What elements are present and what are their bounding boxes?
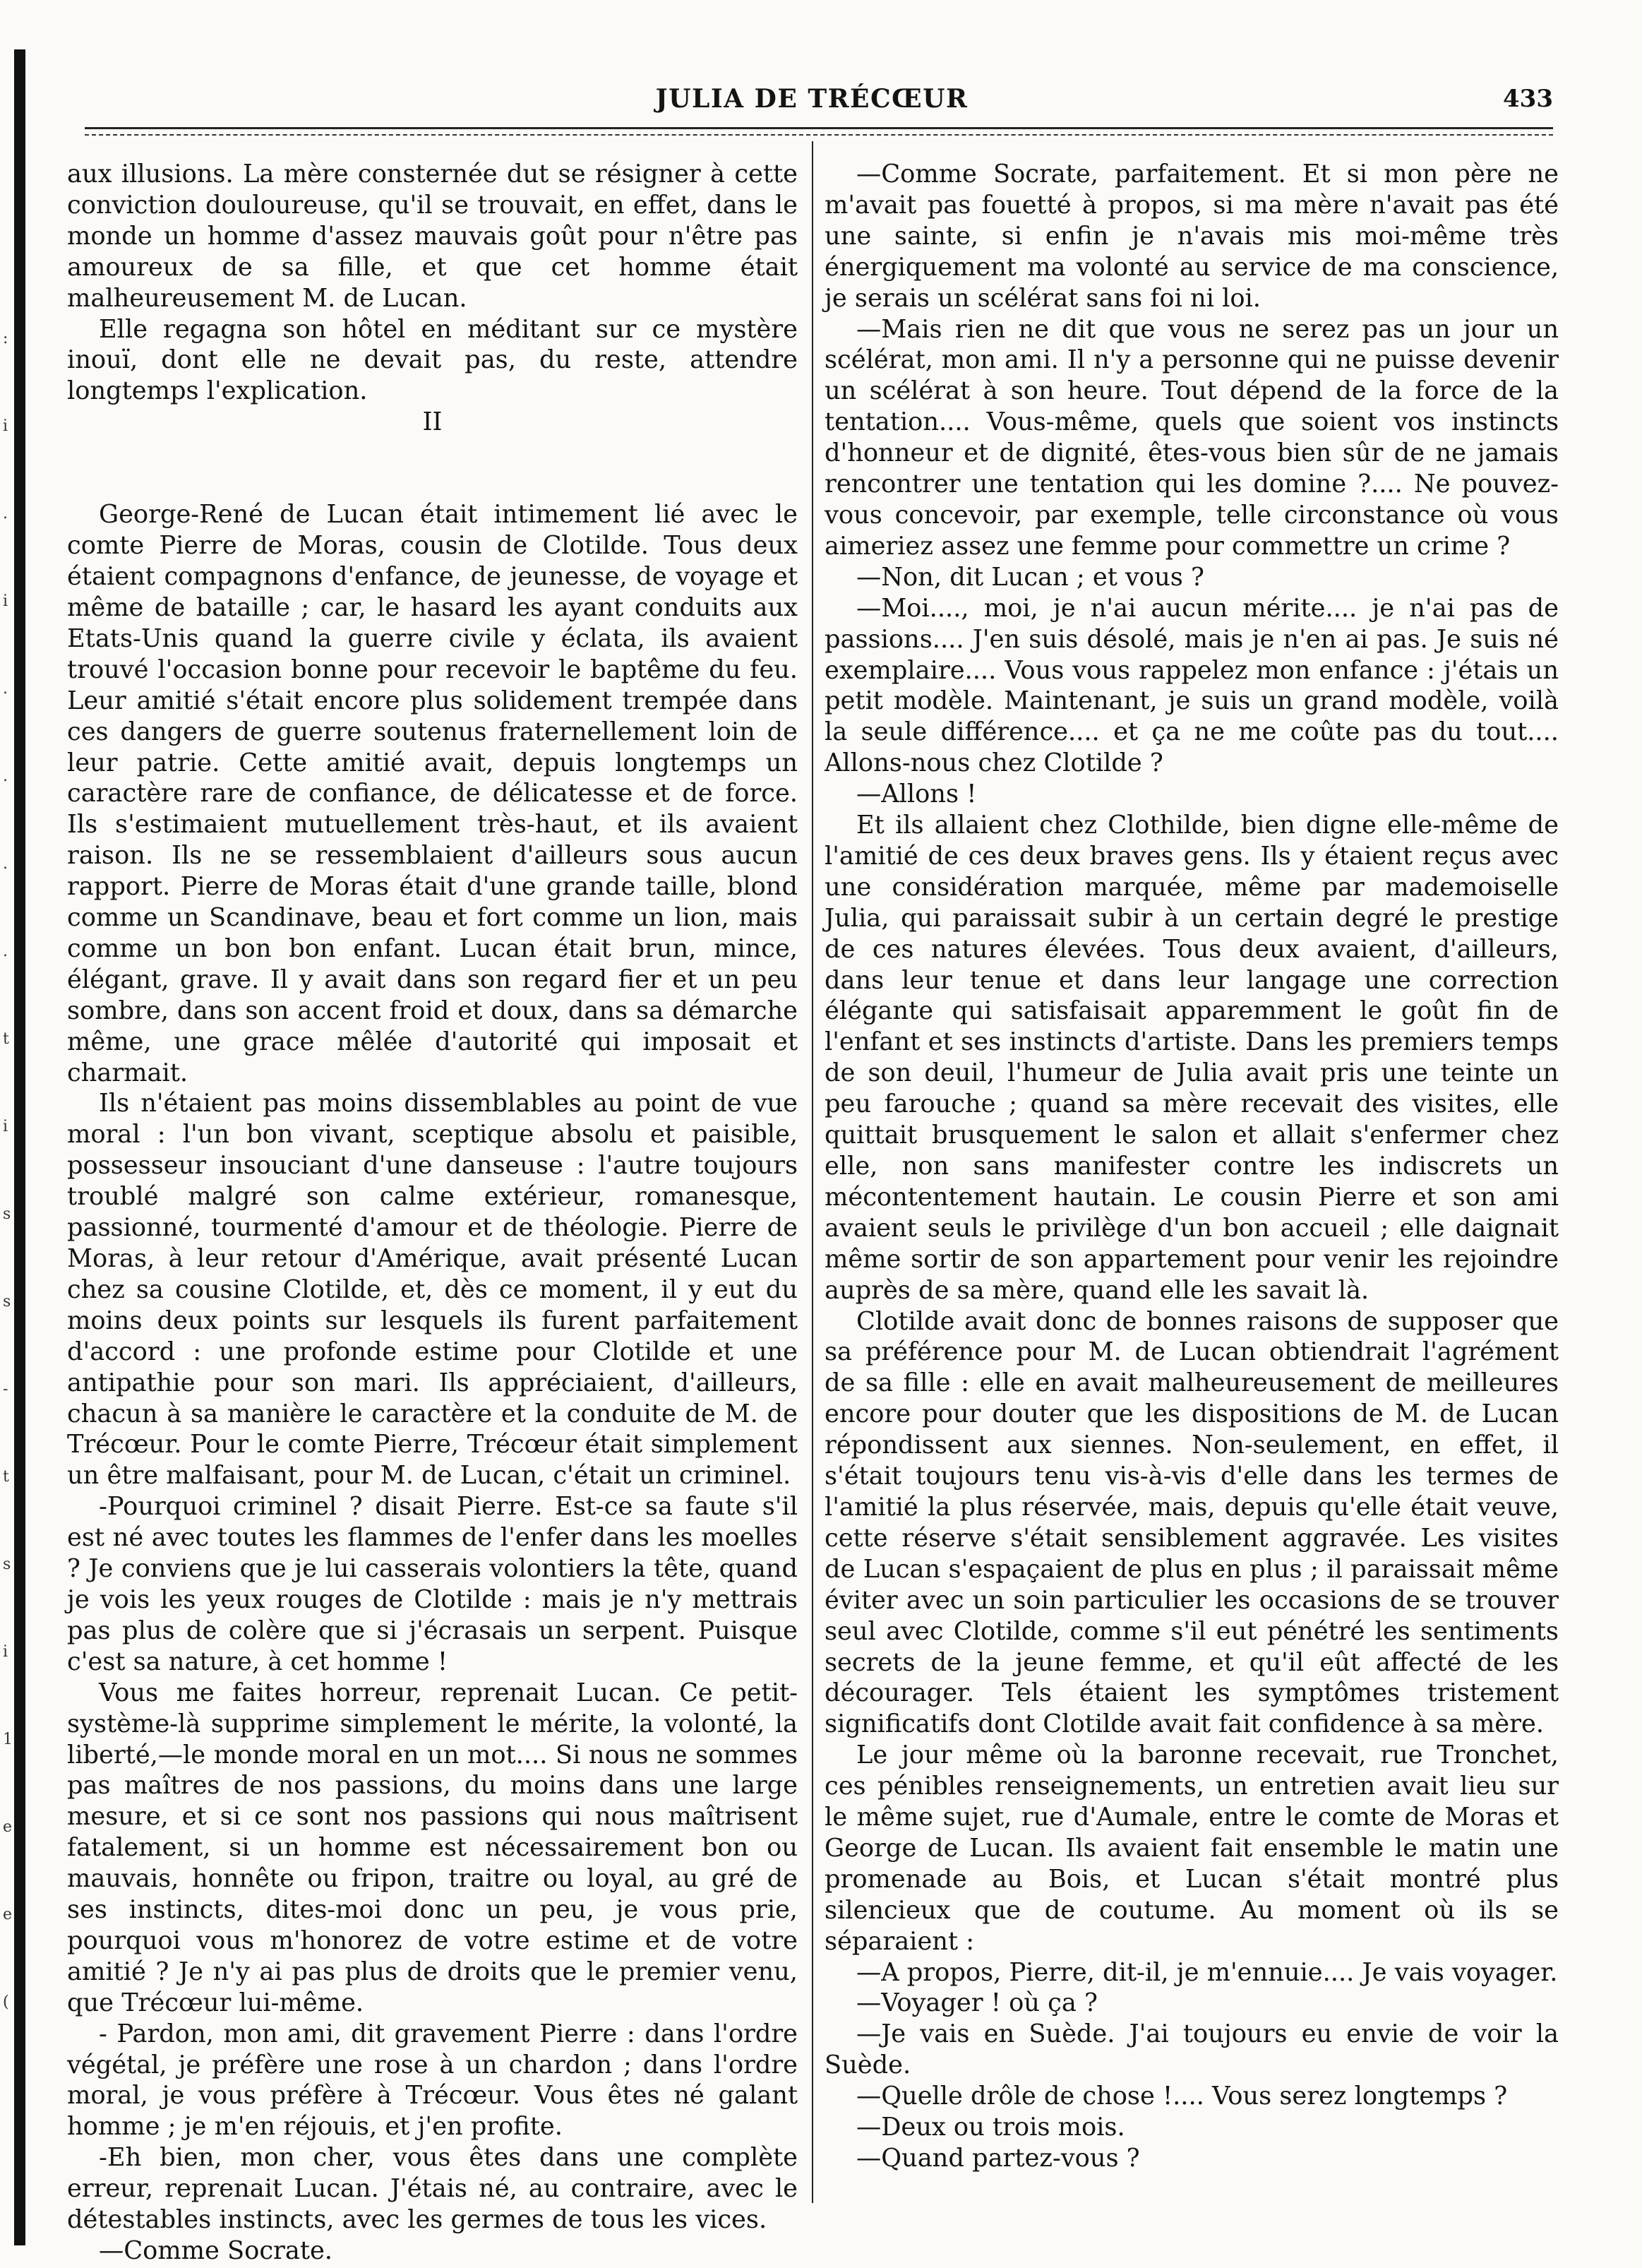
paragraph: —Je vais en Suède. J'ai toujours eu envie de voir la Suède. — [825, 2019, 1559, 2080]
margin-mark: . — [3, 505, 8, 523]
margin-mark: e — [3, 1906, 13, 1923]
margin-mark: . — [3, 680, 8, 698]
margin-mark: i — [3, 592, 8, 610]
paragraph: —Comme Socrate. — [99, 2236, 332, 2265]
paragraph: —Mais rien ne dit que vous ne serez pas un jour un scélérat, mon ami. Il n'y a personne qui ne puisse devenir un scélérat à son heure. Tout dépend de la force de la tentation.... Vous-même, quels que soient vos instincts d'honneur et de dignité, êtes-vous bien sûr de ne jamais rencontrer une tentation qui les domine ?.... Ne pouvez-vous concevoir, par exemple, telle circonstance où vous aimeriez assez une femme pour commettre un crime ? — [825, 314, 1559, 561]
margin-mark: : — [3, 330, 8, 347]
margin-mark: 1 — [3, 1731, 13, 1748]
paragraph: —Deux ou trois mois. — [856, 2113, 1125, 2142]
paragraph: —Comme Socrate, parfaitement. Et si mon père ne m'avait pas fouetté à propos, si ma mère n'avait pas été une sainte, si enfin je n'avais mis moi-même très énergiquement ma volonté au service de ma conscience, je serais un scélérat sans foi ni loi. — [825, 160, 1559, 313]
margin-mark: t — [3, 1468, 9, 1486]
paragraph: -Eh bien, mon cher, vous êtes dans une complète erreur, reprenait Lucan. J'étais né, au contraire, avec le détestables instincts, avec les germes de tous les vices. — [67, 2143, 798, 2235]
paragraph: —A propos, Pierre, dit-il, je m'ennuie.... Je vais voyager. — [856, 1957, 1558, 1987]
margin-mark: s — [3, 1293, 11, 1311]
header-rule-dashed — [85, 134, 1553, 136]
paragraph: aux illusions. La mère consternée dut se résigner à cette conviction douloureuse, qu'il se trouvait, en effet, dans le monde un homme d'assez mauvais goût pour n'être pas amoureux de sa fille, et que cet homme était malheureusement M. de Lucan. — [67, 160, 798, 313]
running-title: JULIA DE TRÉCŒUR — [655, 84, 969, 114]
margin-mark: s — [3, 1205, 11, 1223]
margin-mark: . — [3, 943, 8, 960]
margin-mark: - — [3, 1380, 8, 1398]
binding-edge — [14, 49, 25, 2245]
margin-mark: i — [3, 1118, 8, 1135]
section-heading: II — [422, 407, 443, 437]
margin-mark: e — [3, 1818, 13, 1836]
margin-marks — [3, 325, 13, 2076]
paragraph: —Moi...., moi, je n'ai aucun mérite.... je n'ai pas de passions.... J'en suis désolé, mais je n'en ai pas. Je suis né exemplaire.... Vous vous rappelez mon enfance : j'étais un petit modèle. Maintenant, je suis un grand modèle, voilà la seule différence.... et ça ne me coûte pas du tout.... Allons-nous chez Clotilde ? — [825, 593, 1559, 778]
paragraph: Vous me faites horreur, reprenait Lucan. Ce petit-système-là supprime simplement le mérite, la volonté, la liberté,—le monde moral en un mot.... Si nous ne sommes pas maîtres de nos passions, du moins dans une large mesure, et si ce sont nos passions qui nous maîtrisent fatalement, si un homme est nécessairement bon ou mauvais, honnête ou fripon, traitre ou loyal, au gré de ses instincts, dites-moi donc un peu, je vous prie, pourquoi vous m'honorez de votre estime et de votre amitié ? Je n'y ai pas plus de droits que le premier venu, que Trécœur lui-même. — [67, 1678, 798, 2017]
margin-mark: . — [3, 855, 8, 873]
paragraph: —Voyager ! où ça ? — [856, 1988, 1098, 2018]
paragraph: Le jour même où la baronne recevait, rue Tronchet, ces pénibles renseignements, un entretien avait lieu sur le même sujet, rue d'Aumale, entre le comte de Moras et George de Lucan. Ils avaient fait ensemble le matin une promenade au Bois, et Lucan s'était montré plus silencieux que de coutume. Au moment où ils se séparaient : — [825, 1741, 1559, 1956]
margin-mark: i — [3, 417, 8, 435]
page-number: 433 — [1503, 85, 1553, 113]
paragraph: -Pourquoi criminel ? disait Pierre. Est-ce sa faute s'il est né avec toutes les flammes de l'enfer dans les moelles ? Je conviens que je lui casserais volontiers la tête, quand je vois les yeux rouges de Clotilde : mais je n'y mettrais pas plus de colère que si j'écrasais un serpent. Puisque c'est sa nature, à cet homme ! — [67, 1492, 798, 1676]
paragraph: Ils n'étaient pas moins dissemblables au point de vue moral : l'un bon vivant, sceptique absolu et paisible, possesseur insouciant d'une danseuse : l'autre toujours troublé malgré son calme extérieur, romanesque, passionné, tourmenté d'amour et de théologie. Pierre de Moras, à leur retour d'Amérique, avait présenté Lucan chez sa cousine Clotilde, et, dès ce moment, il y eut du moins deux points sur lesquels ils furent parfaitement d'accord : une profonde estime pour Clotilde et une antipathie pour son mari. Ils appréciaient, d'ailleurs, chacun à sa manière le caractère et la conduite de M. de Trécœur. Pour le comte Pierre, Trécœur était simplement un être malfaisant, pour M. de Lucan, c'était un criminel. — [67, 1089, 798, 1491]
paragraph: Clotilde avait donc de bonnes raisons de supposer que sa préférence pour M. de Lucan obtiendrait l'agrément de sa fille : elle en avait malheureusement de meilleures encore pour douter que les dispositions de M. de Lucan répondissent aux siennes. Non-seulement, en effet, il s'était toujours tenu vis-à-vis d'elle dans les termes de l'amitié la plus réservée, mais, depuis qu'elle était veuve, cette réserve s'était sensiblement aggravée. Les visites de Lucan s'espaçaient de plus en plus ; il paraissait même éviter avec un soin particulier les occasions de se trouver seul avec Clotilde, comme s'il eut pénétré les sentiments secrets de la jeune femme, et qu'il eût affecté de les décourager. Tels étaient les symptômes tristement significatifs dont Clotilde avait fait confidence à sa mère. — [825, 1306, 1559, 1739]
paragraph: —Non, dit Lucan ; et vous ? — [856, 562, 1204, 592]
paragraph: George-René de Lucan était intimement lié avec le comte Pierre de Moras, cousin de Clotilde. Tous deux étaient compagnons d'enfance, de jeunesse, de voyage et même de bataille ; car, le hasard les ayant conduits aux Etats-Unis quand la guerre civile y éclata, ils avaient trouvé l'occasion bonne pour recevoir le baptême du feu. Leur amitié s'était encore plus solidement trempée dans ces dangers de guerre soutenus fraternellement loin de leur patrie. Cette amitié avait, depuis longtemps un caractère rare de confiance, de délicatesse et de force. Ils s'estimaient mutuellement très-haut, et ils avaient raison. Ils ne se ressemblaient d'ailleurs sous aucun rapport. Pierre de Moras était d'une grande taille, blond comme un Scandinave, beau et fort comme un lion, mais comme un bon bon enfant. Lucan était brun, mince, élégant, grave. Il y avait dans son regard fier et un peu sombre, dans son accent froid et doux, dans sa démarche même, une grace mêlée d'autorité qui imposait et charmait. — [67, 500, 798, 1087]
paragraph: - Pardon, mon ami, dit gravement Pierre : dans l'ordre végétal, je préfère une rose à un chardon ; dans l'ordre moral, je vous préfère à Trécœur. Vous êtes né galant homme ; je m'en réjouis, et j'en profite. — [67, 2019, 798, 2142]
margin-mark: t — [3, 1030, 9, 1048]
header-rule — [85, 127, 1553, 129]
margin-mark: i — [3, 1643, 8, 1661]
margin-mark: ( — [3, 1993, 9, 2011]
right-column — [825, 159, 1559, 2174]
paragraph: —Allons ! — [856, 780, 977, 809]
paragraph: Et ils allaient chez Clothilde, bien digne elle-même de l'amitié de ces deux braves gens. Ils y étaient reçus avec une considération marquée, même par mademoiselle Julia, qui paraissait subir à un certain degré le prestige de ces natures élevées. Tous deux avaient, d'ailleurs, dans leur tenue et dans leur langage une correction élégante qui satisfaisait apparemment le goût fin de l'enfant et ses instincts d'artiste. Dans les premiers temps de son deuil, l'humeur de Julia avait pris une teinte un peu farouche ; quand sa mère recevait des visites, elle quittait brusquement le salon et allait s'enfermer chez elle, non sans manifester contre les indiscrets un mécontentement hautain. Le cousin Pierre et son ami avaient seuls le privilège d'un bon accueil ; elle daignait même sortir de son appartement pour venir les rejoindre auprès de sa mère, quand elle les savait là. — [825, 811, 1559, 1305]
column-divider — [812, 141, 813, 2203]
paragraph: —Quelle drôle de chose !.... Vous serez longtemps ? — [856, 2082, 1508, 2111]
margin-mark: s — [3, 1556, 11, 1573]
paragraph: Elle regagna son hôtel en méditant sur ce mystère inouï, dont elle ne devait pas, du reste, attendre longtemps l'explication. — [67, 314, 798, 406]
paragraph: —Quand partez-vous ? — [856, 2144, 1140, 2173]
left-column — [67, 159, 798, 2267]
margin-mark: . — [3, 768, 8, 785]
page-header — [71, 81, 1553, 124]
